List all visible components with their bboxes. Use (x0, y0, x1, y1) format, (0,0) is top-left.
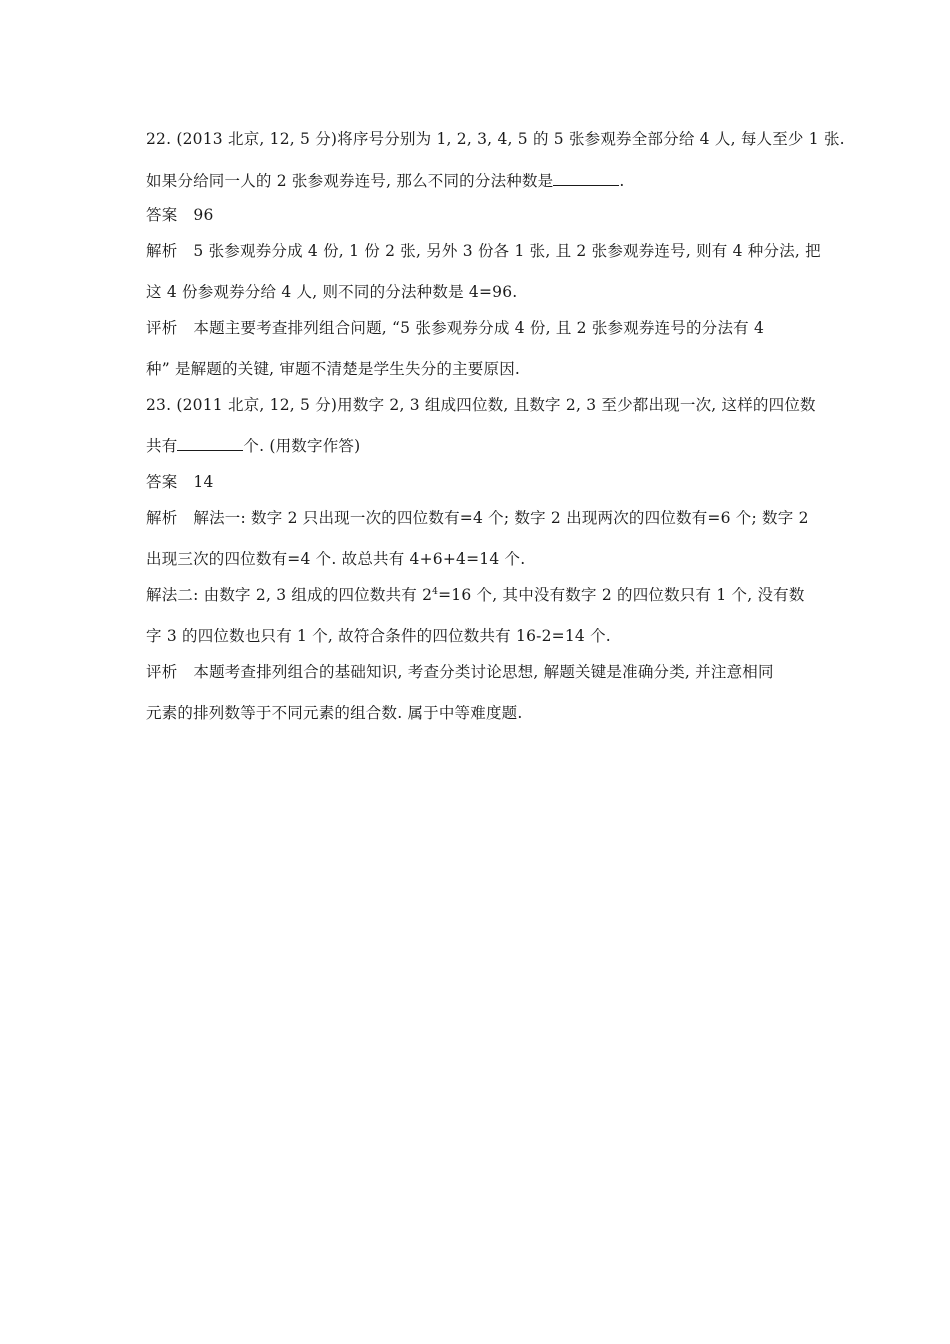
q23-analysis-line1 (146, 507, 809, 529)
comment-text: 本题考查排列组合的基础知识, 考查分类讨论思想, 解题关键是准确分类, 并注意相同 (193, 663, 774, 681)
q23-comment-line2: 元素的排列数等于不同元素的组合数. 属于中等难度题. (146, 704, 523, 722)
q22-stem-line1: 22. (2013 北京, 12, 5 分)将序号分别为 1, 2, 3, 4, 5 的 5 张参观券全部分给 4 人, 每人至少 1 张. (146, 130, 845, 148)
q22-analysis-line2: 这 4 份参观券分给 4 人, 则不同的分法种数是 4=96. (146, 283, 518, 301)
q22-stem-line2 (146, 170, 625, 192)
answer-label: 答案 (146, 206, 178, 224)
analysis-label: 解析 (146, 509, 178, 527)
q23-analysis-line2: 出现三次的四位数有=4 个. 故总共有 4+6+4=14 个. (146, 550, 526, 568)
q23-stem-line2 (146, 435, 360, 457)
q22-comment-line1 (146, 317, 764, 339)
method2-exponent: 4 (432, 587, 439, 597)
method2-text-a: 解法二: 由数字 2, 3 组成的四位数共有 2 (146, 586, 433, 604)
q23-stem-end: 个. (用数字作答) (243, 437, 361, 455)
comment-label: 评析 (146, 319, 178, 337)
q22-answer-blank (553, 171, 619, 186)
q23-comment-line1 (146, 661, 774, 683)
q23-method2-line2: 字 3 的四位数也只有 1 个, 故符合条件的四位数共有 16-2=14 个. (146, 627, 611, 645)
method2-text-b: =16 个, 其中没有数字 2 的四位数只有 1 个, 没有数 (438, 586, 805, 604)
analysis-text: 解法一: 数字 2 只出现一次的四位数有=4 个; 数字 2 出现两次的四位数有=6 个; 数字 2 (193, 509, 809, 527)
q23-method2-line1 (146, 584, 805, 606)
q22-analysis-line1 (146, 240, 821, 262)
q22-stem-end: . (619, 172, 625, 190)
q23-stem-text: 共有 (146, 437, 178, 455)
q23-stem-line1: 23. (2011 北京, 12, 5 分)用数字 2, 3 组成四位数, 且数字 2, 3 至少都出现一次, 这样的四位数 (146, 396, 816, 414)
q22-answer (146, 204, 214, 226)
comment-text: 本题主要考查排列组合问题, “5 张参观券分成 4 份, 且 2 张参观券连号的分法有 4 (193, 319, 765, 337)
analysis-label: 解析 (146, 242, 178, 260)
q23-answer (146, 471, 214, 493)
q23-answer-blank (177, 436, 243, 451)
answer-label: 答案 (146, 473, 178, 491)
comment-label: 评析 (146, 663, 178, 681)
q22-comment-line2: 种” 是解题的关键, 审题不清楚是学生失分的主要原因. (146, 360, 521, 378)
analysis-text: 5 张参观券分成 4 份, 1 份 2 张, 另外 3 份各 1 张, 且 2 张参观券连号, 则有 4 种分法, 把 (193, 242, 821, 260)
answer-value: 14 (193, 473, 214, 491)
q22-stem-text: 如果分给同一人的 2 张参观券连号, 那么不同的分法种数是 (146, 172, 554, 190)
answer-value: 96 (193, 206, 214, 224)
